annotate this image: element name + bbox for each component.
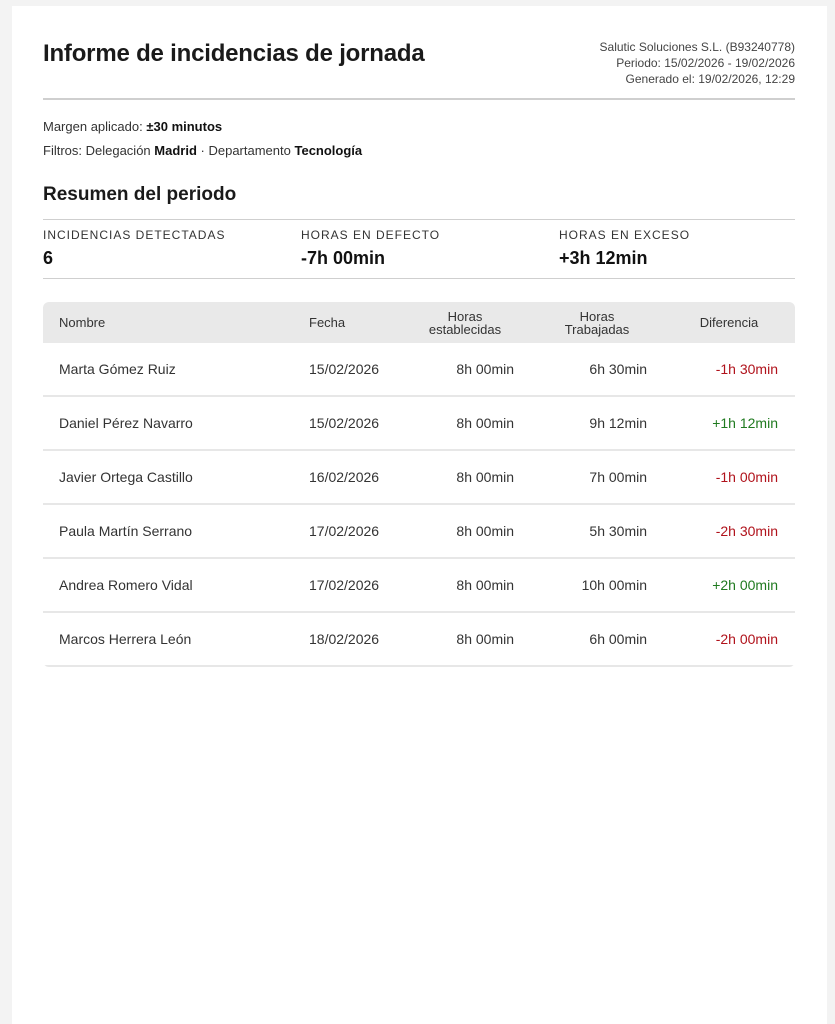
cell-worked: 9h 12min: [589, 415, 647, 431]
header-name: Nombre: [59, 315, 106, 330]
report-generated: Generado el: 19/02/2026, 12:29: [625, 72, 795, 86]
summary-divider-top: [43, 219, 795, 220]
cell-difference: -1h 30min: [715, 361, 778, 377]
table-row: [43, 397, 795, 451]
header-date: Fecha: [309, 315, 346, 330]
filters-info: [43, 143, 362, 158]
cell-date: 17/02/2026: [309, 577, 380, 593]
header-worked-hours: Horas Trabajadas: [564, 308, 630, 337]
cell-name: Daniel Pérez Navarro: [59, 415, 193, 431]
summary-divider-bottom: [43, 278, 795, 279]
margin-info: [43, 119, 222, 134]
report-period: Periodo: 15/02/2026 - 19/02/2026: [616, 56, 795, 70]
filters-label: Filtros: Delegación: [43, 143, 151, 158]
table-row: [43, 343, 795, 397]
cell-date: 15/02/2026: [309, 415, 380, 431]
cell-difference: +2h 00min: [712, 577, 778, 593]
cell-name: Javier Ortega Castillo: [59, 469, 193, 485]
cell-established: 8h 00min: [456, 361, 514, 377]
company-name: Salutic Soluciones S.L. (B93240778): [599, 40, 795, 54]
cell-name: Paula Martín Serrano: [59, 523, 193, 539]
stat-label: INCIDENCIAS DETECTADAS: [43, 228, 226, 242]
cell-date: 15/02/2026: [309, 361, 380, 377]
header-difference: Diferencia: [699, 315, 759, 330]
stat-label: HORAS EN DEFECTO: [301, 228, 441, 242]
filter-delegation: Madrid: [154, 143, 197, 158]
stat-excess-hours: [559, 228, 690, 269]
summary-title: Resumen del periodo: [43, 184, 237, 205]
cell-established: 8h 00min: [456, 631, 514, 647]
cell-worked: 5h 30min: [589, 523, 647, 539]
cell-name: Marcos Herrera León: [59, 631, 192, 647]
table-row: [43, 451, 795, 505]
cell-established: 8h 00min: [456, 523, 514, 539]
table-header: [43, 302, 795, 343]
table-row: [43, 613, 795, 667]
cell-established: 8h 00min: [456, 577, 514, 593]
stat-value: +3h 12min: [559, 248, 648, 268]
cell-name: Marta Gómez Ruiz: [59, 361, 176, 377]
cell-worked: 7h 00min: [589, 469, 647, 485]
header-divider: [43, 98, 795, 100]
cell-worked: 6h 30min: [589, 361, 647, 377]
incidents-table: [43, 302, 795, 667]
header-established-hours: Horas establecidas: [428, 308, 502, 337]
stat-label: HORAS EN EXCESO: [559, 228, 691, 242]
margin-label: Margen aplicado:: [43, 119, 143, 134]
filter-department: Tecnología: [294, 143, 363, 158]
cell-difference: -2h 30min: [715, 523, 778, 539]
stat-value: 6: [43, 248, 54, 268]
cell-established: 8h 00min: [456, 469, 514, 485]
cell-name: Andrea Romero Vidal: [59, 577, 193, 593]
cell-difference: -1h 00min: [715, 469, 778, 485]
cell-difference: -2h 00min: [715, 631, 778, 647]
filter-separator: · Departamento: [200, 143, 291, 158]
cell-worked: 10h 00min: [581, 577, 647, 593]
cell-worked: 6h 00min: [589, 631, 647, 647]
stat-deficit-hours: [301, 228, 440, 269]
cell-date: 17/02/2026: [309, 523, 380, 539]
report-page: [12, 6, 827, 1024]
table-row: [43, 559, 795, 613]
report-title: Informe de incidencias de jornada: [43, 40, 425, 67]
table-row: [43, 505, 795, 559]
stat-incidents: [43, 228, 225, 269]
cell-established: 8h 00min: [456, 415, 514, 431]
cell-difference: +1h 12min: [712, 415, 778, 431]
margin-value: ±30 minutos: [146, 119, 223, 134]
report-meta: [600, 39, 795, 87]
stat-value: -7h 00min: [301, 248, 386, 268]
cell-date: 16/02/2026: [309, 469, 380, 485]
cell-date: 18/02/2026: [309, 631, 380, 647]
